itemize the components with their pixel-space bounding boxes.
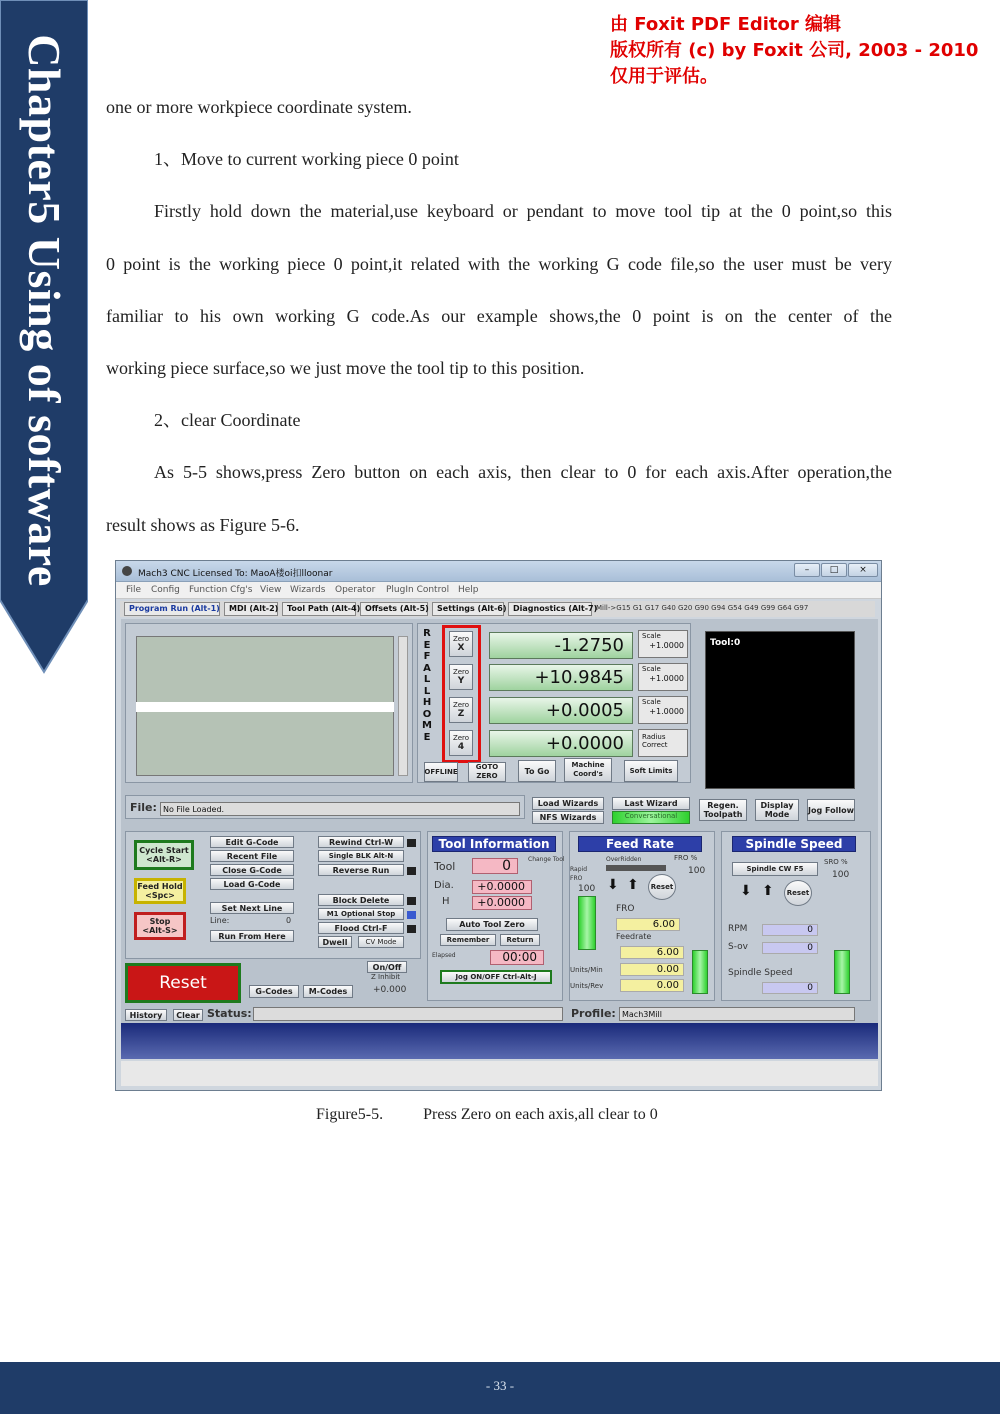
clear-button[interactable]: Clear [173, 1009, 203, 1021]
tab-program-run[interactable]: Program Run (Alt-1) [124, 602, 220, 616]
fro-down-icon[interactable]: ⬇ [607, 877, 619, 893]
menu-function-cfgs[interactable]: Function Cfg's [189, 585, 253, 595]
tool-info-panel [427, 831, 563, 1001]
chapter-title: Chapter5 Using of software [18, 33, 70, 587]
fro-pct-label: FRO % [674, 854, 698, 862]
units-rev-label: Units/Rev [570, 982, 604, 990]
dro-y[interactable]: +10.9845 [489, 664, 633, 691]
feed-rate-title: Feed Rate [578, 836, 702, 852]
soft-limits-button[interactable]: Soft Limits [624, 760, 678, 782]
feed-hold-button[interactable]: Feed Hold <Spc> [134, 878, 186, 904]
optional-stop-button[interactable]: M1 Optional Stop [318, 908, 404, 920]
file-path-field: No File Loaded. [160, 802, 520, 816]
led [407, 839, 416, 847]
led [407, 911, 416, 919]
z-inhibit-label: Z Inhibit [371, 973, 401, 981]
elapsed-time: 00:00 [490, 950, 544, 965]
offline-button[interactable]: OFFLINE [424, 762, 458, 782]
paragraph: 0 point is the working piece 0 point,it related with the working G code file,so the user must be very [106, 254, 892, 274]
feed-rate-panel [569, 831, 715, 1001]
scale-y[interactable]: Scale +1.0000 [638, 663, 688, 691]
led [407, 925, 416, 933]
figure-caption [316, 1106, 658, 1124]
program-control-panel [125, 831, 421, 959]
tool-display-label: Tool:0 [710, 638, 741, 648]
cycle-start-button[interactable]: Cycle Start <Alt-R> [134, 840, 194, 870]
sro-down-icon[interactable]: ⬇ [740, 883, 752, 899]
spindle-speed-label: Spindle Speed [728, 968, 793, 978]
auto-tool-zero-button[interactable]: Auto Tool Zero [446, 918, 538, 931]
menu-file[interactable]: File [126, 585, 142, 595]
display-mode-button[interactable]: Display Mode [755, 799, 799, 821]
z-inhibit-value[interactable]: +0.000 [373, 985, 407, 995]
menu-bar [116, 582, 881, 599]
load-wizards-button[interactable]: Load Wizards [532, 797, 604, 810]
gcode-modes: Mill->G15 G1 G17 G40 G20 G90 G94 G54 G49 G99 G64 G97 [596, 604, 809, 612]
return-button[interactable]: Return [500, 934, 540, 946]
tab-diagnostics[interactable]: Diagnostics (Alt-7) [508, 602, 592, 616]
menu-wizards[interactable]: Wizards [290, 585, 326, 595]
rewind-button[interactable]: Rewind Ctrl-W [318, 836, 404, 848]
window-titlebar [116, 561, 881, 582]
toolpath-display[interactable] [705, 631, 855, 789]
scale-z[interactable]: Scale +1.0000 [638, 696, 688, 724]
step-heading: 1、Move to current working piece 0 point [154, 149, 459, 169]
scrollbar[interactable] [398, 636, 408, 776]
program-run-screen [121, 619, 878, 1053]
zero-4-button[interactable]: Zero 4 [449, 730, 473, 756]
nfs-wizards-button[interactable]: NFS Wizards [532, 811, 604, 824]
current-line-highlight [136, 702, 394, 712]
last-wizard-button[interactable]: Last Wizard [612, 797, 690, 810]
status-band [121, 1023, 878, 1059]
tool-height[interactable]: +0.0000 [472, 896, 532, 910]
menu-view[interactable]: View [260, 585, 282, 595]
tool-diameter[interactable]: +0.0000 [472, 880, 532, 894]
spindle-speed-value[interactable]: 0 [762, 982, 818, 994]
line-value[interactable]: 0 [286, 916, 292, 925]
fro-reset-button[interactable]: Reset [648, 874, 676, 900]
goto-zero-button[interactable]: GOTO ZERO [468, 762, 506, 782]
paragraph: Firstly hold down the material,use keyboard or pendant to move tool tip at the 0 point,so this [154, 201, 892, 221]
menu-plugin-control[interactable]: PlugIn Control [386, 585, 450, 595]
mcodes-button[interactable]: M-Codes [303, 985, 353, 998]
tab-offsets[interactable]: Offsets (Alt-5) [360, 602, 428, 616]
tool-info-title: Tool Information [432, 836, 556, 852]
fro-value: 6.00 [616, 918, 680, 931]
figure-caption-label: Figure5-5. [316, 1106, 384, 1123]
led [407, 867, 416, 875]
rapid-fro-value: 100 [578, 884, 596, 894]
reset-button[interactable]: Reset [125, 963, 241, 1003]
feedrate-label: Feedrate [616, 932, 652, 941]
sov-value: 0 [762, 942, 818, 954]
file-label: File: [130, 801, 157, 814]
dro-x[interactable]: -1.2750 [489, 632, 633, 659]
regen-toolpath-button[interactable]: Regen. Toolpath [699, 799, 747, 821]
app-icon [122, 566, 132, 576]
rapid-fro-label: Rapid FRO [570, 866, 587, 882]
machine-coords-button[interactable]: Machine Coord's [564, 758, 612, 782]
set-next-line-button[interactable]: Set Next Line [210, 902, 294, 914]
watermark: 由 Foxit PDF Editor 编辑 版权所有 (c) by Foxit 公司, 2003 - 2010 仅用于评估。 [610, 14, 979, 87]
window-footer [121, 1061, 878, 1086]
change-tool-button[interactable]: Change Tool [528, 856, 565, 863]
tab-settings[interactable]: Settings (Alt-6) [432, 602, 504, 616]
paragraph: familiar to his own working G code.As our example shows,the 0 point is on the center of the [106, 306, 892, 326]
dro-panel [417, 623, 691, 783]
single-block-button[interactable]: Single BLK Alt-N [318, 850, 404, 862]
overridden-label: OverRidden [606, 856, 642, 863]
mach3-screenshot [115, 560, 882, 1091]
profile-label: Profile: [571, 1007, 616, 1020]
sro-value: 100 [832, 870, 850, 880]
menu-config[interactable]: Config [151, 585, 180, 595]
led [407, 897, 416, 905]
units-min-value: 0.00 [620, 963, 684, 976]
sro-reset-button[interactable]: Reset [784, 880, 812, 906]
rpm-label: RPM [728, 924, 748, 934]
page-number: - 33 - [485, 1378, 515, 1393]
paragraph: working piece surface,so we just move the tool tip to this position. [106, 358, 585, 378]
menu-operator[interactable]: Operator [335, 585, 376, 595]
dwell-button[interactable]: Dwell [318, 936, 352, 948]
maximize-button[interactable]: □ [821, 563, 847, 577]
reverse-run-button[interactable]: Reverse Run [318, 864, 404, 876]
figure-caption-text: Press Zero on each axis,all clear to 0 [423, 1106, 658, 1123]
overridden-led [606, 865, 666, 871]
stop-button[interactable]: Stop <Alt-S> [134, 912, 186, 940]
tab-bar [120, 601, 875, 617]
zero-y-button[interactable]: Zero Y [449, 664, 473, 690]
file-row [125, 795, 525, 819]
block-delete-button[interactable]: Block Delete [318, 894, 404, 906]
units-rev-value: 0.00 [620, 979, 684, 992]
scale-x[interactable]: Scale +1.0000 [638, 630, 688, 658]
spindle-panel [721, 831, 871, 1001]
sro-up-icon[interactable]: ⬆ [762, 883, 774, 899]
paragraph: As 5-5 shows,press Zero button on each axis, then clear to 0 for each axis.After operation,the [154, 462, 892, 482]
units-min-label: Units/Min [570, 966, 603, 974]
run-from-here-button[interactable]: Run From Here [210, 930, 294, 942]
fro-label: FRO [616, 904, 635, 914]
cv-mode-button[interactable]: CV Mode [358, 936, 404, 948]
load-gcode-button[interactable]: Load G-Code [210, 878, 294, 890]
minimize-button[interactable]: – [794, 563, 820, 577]
radius-correct[interactable]: Radius Correct [638, 729, 688, 757]
status-label: Status: [207, 1007, 252, 1020]
conversational-button[interactable]: Conversational [612, 811, 690, 824]
rapid-fro-slider[interactable] [578, 896, 596, 950]
history-button[interactable]: History [125, 1009, 167, 1021]
spindle-slider[interactable] [834, 950, 850, 994]
menu-help[interactable]: Help [458, 585, 479, 595]
dro-4[interactable]: +0.0000 [489, 730, 633, 757]
close-button[interactable]: × [848, 563, 878, 577]
feedrate-value[interactable]: 6.00 [620, 946, 684, 959]
spindle-cw-button[interactable]: Spindle CW F5 [732, 862, 818, 876]
fro-up-icon[interactable]: ⬆ [627, 877, 639, 893]
window-title: Mach3 CNC Licensed To: MaoA楼oi扣lloonar [138, 569, 333, 579]
feed-rate-slider[interactable] [692, 950, 708, 994]
ref-all-home-button[interactable]: R E F A L L H O M E [422, 628, 432, 743]
line-label: Line: [210, 916, 230, 925]
dia-label: Dia. [434, 880, 454, 891]
step-heading: 2、clear Coordinate [154, 410, 301, 430]
tab-mdi[interactable]: MDI (Alt-2) [224, 602, 278, 616]
h-label: H [442, 896, 450, 907]
elapsed-label: Elapsed [432, 952, 456, 959]
z-inhibit-toggle[interactable]: On/Off [367, 961, 407, 973]
highlight-box [442, 625, 481, 763]
sro-label: SRO % [824, 858, 848, 866]
rpm-value: 0 [762, 924, 818, 936]
gcode-panel [125, 623, 413, 783]
jog-follow-button[interactable]: Jog Follow [807, 799, 855, 821]
edit-gcode-button[interactable]: Edit G-Code [210, 836, 294, 848]
tool-number[interactable]: 0 [472, 858, 518, 874]
zero-x-button[interactable]: Zero X [449, 631, 473, 657]
tab-tool-path[interactable]: Tool Path (Alt-4) [282, 602, 356, 616]
close-gcode-button[interactable]: Close G-Code [210, 864, 294, 876]
spindle-title: Spindle Speed [732, 836, 856, 852]
profile-field: Mach3Mill [619, 1007, 855, 1021]
paragraph: result shows as Figure 5-6. [106, 515, 300, 535]
paragraph: one or more workpiece coordinate system. [106, 97, 412, 117]
dro-z[interactable]: +0.0005 [489, 697, 633, 724]
page-footer [0, 1362, 1000, 1414]
tool-label: Tool [434, 860, 456, 873]
status-field [253, 1007, 563, 1021]
sov-label: S-ov [728, 942, 748, 952]
recent-file-button[interactable]: Recent File [210, 850, 294, 862]
remember-button[interactable]: Remember [440, 934, 496, 946]
gcodes-button[interactable]: G-Codes [249, 985, 299, 998]
to-go-button[interactable]: To Go [518, 760, 556, 782]
fro-pct-value: 100 [688, 866, 706, 876]
zero-z-button[interactable]: Zero Z [449, 697, 473, 723]
flood-button[interactable]: Flood Ctrl-F [318, 922, 404, 934]
jog-toggle-button[interactable]: Jog ON/OFF Ctrl-Alt-J [440, 970, 552, 984]
